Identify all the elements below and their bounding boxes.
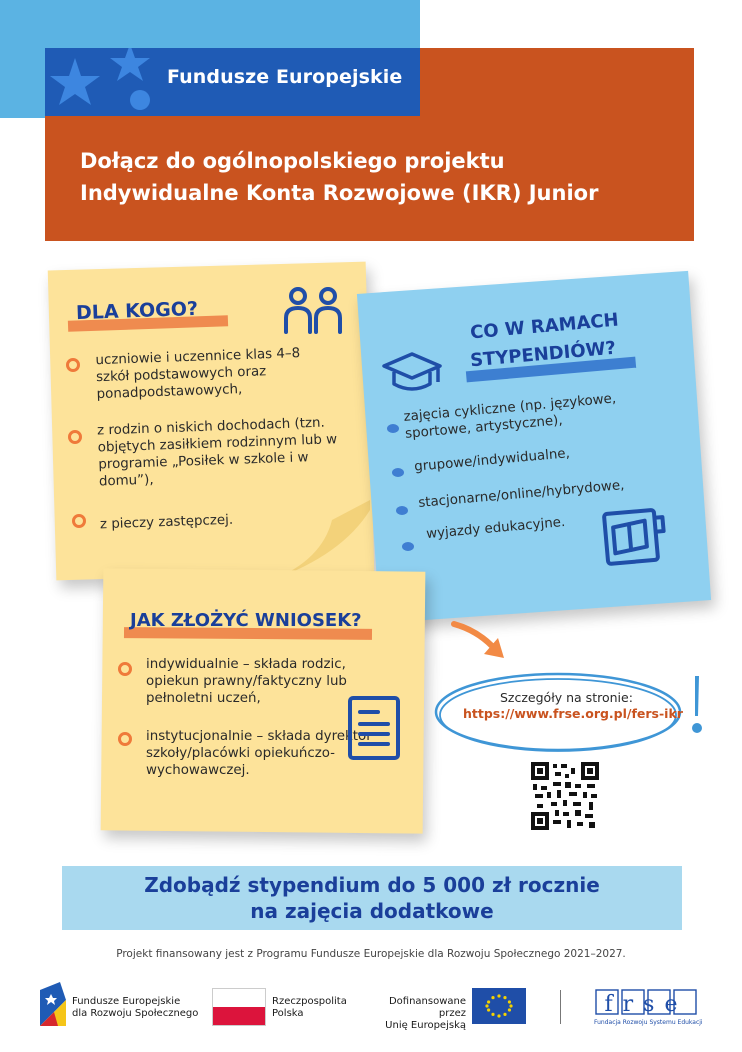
co-w-ramach-heading-1: CO W RAMACH <box>469 309 620 344</box>
book-icon <box>600 500 670 568</box>
page-title <box>80 145 660 209</box>
rp-logo-line-2: Polska <box>272 1008 304 1019</box>
graduation-cap-icon <box>380 350 444 396</box>
title-line-1: Dołącz do ogólnopolskiego projektu <box>80 149 505 173</box>
scholarship-banner-text <box>62 872 682 924</box>
eu-logo-line-1: Dofinansowane przez <box>388 996 466 1019</box>
co-w-ramach-item-2: grupowe/indywidualne, <box>413 446 571 475</box>
fe-logo-line-2: dla Rozwoju Społecznego <box>72 1008 199 1019</box>
bullet-icon <box>118 662 132 676</box>
qr-code-icon[interactable] <box>531 762 599 830</box>
bullet-icon <box>66 358 80 372</box>
bullet-icon <box>68 430 82 444</box>
bullet-icon <box>396 506 408 515</box>
co-w-ramach-item-3: stacjonarne/online/hybrydowe, <box>417 478 626 511</box>
details-link[interactable]: https://www.frse.org.pl/fers-ikr <box>463 706 683 721</box>
jak-zlozyc-item-1: indywidualnie – składa rodzic, opiekun prawny/faktyczny lub pełnoletni uczeń, <box>146 657 347 706</box>
bullet-icon <box>392 468 404 477</box>
rp-logo-line-1: Rzeczpospolita <box>272 996 347 1007</box>
rp-logo-text <box>272 996 347 1020</box>
brand-label: Fundusze Europejskie <box>167 66 403 88</box>
funding-note: Projekt finansowany jest z Programu Fundusze Europejskie dla Rozwoju Społecznego 2021–2027. <box>116 948 626 960</box>
jak-zlozyc-item-2: instytucjonalnie – składa dyrektor szkoły/placówki opiekuńczo-wychowawczej. <box>146 729 372 778</box>
banner-line-2: na zajęcia dodatkowe <box>250 899 494 923</box>
co-w-ramach-item-4: wyjazdy edukacyjne. <box>425 514 566 543</box>
jak-zlozyc-heading: JAK ZŁOŻYĆ WNIOSEK? <box>130 610 362 631</box>
co-w-ramach-item-1: zajęcia cykliczne (np. językowe, sportowe, artystyczne), <box>403 391 617 442</box>
dla-kogo-heading: DLA KOGO? <box>75 297 199 325</box>
banner-line-1: Zdobądź stypendium do 5 000 zł rocznie <box>144 873 600 897</box>
document-icon <box>346 694 404 764</box>
dla-kogo-item-3: z pieczy zastępczej. <box>99 512 234 533</box>
frse-logo <box>594 986 698 1018</box>
bullet-icon <box>387 424 399 433</box>
fe-logo-line-1: Fundusze Europejskie <box>72 996 181 1007</box>
frse-mark-text: frse <box>604 992 688 1017</box>
eu-logo-line-2: Unię Europejską <box>385 1020 466 1031</box>
eu-logo-text <box>360 996 466 1032</box>
fe-logo-icon <box>40 982 66 1026</box>
logo-divider <box>560 990 561 1024</box>
eu-flag-icon <box>472 988 526 1024</box>
polish-flag-icon <box>212 988 266 1026</box>
eu-star-pattern-icon <box>45 48 165 116</box>
exclamation-icon <box>686 672 706 742</box>
co-w-ramach-heading-2: STYPENDIÓW? <box>469 337 617 372</box>
people-icon <box>278 282 348 342</box>
frse-name: Fundacja Rozwoju Systemu Edukacji <box>594 1019 703 1026</box>
dla-kogo-item-2: z rodzin o niskich dochodach (tzn. objętych zasiłkiem rodzinnym lub w programie „Posiłek w szkole i w domu”), <box>96 415 338 490</box>
fe-logo-text <box>72 996 198 1020</box>
details-label: Szczegóły na stronie: <box>500 690 633 705</box>
arrow-icon <box>448 616 518 662</box>
title-line-2: Indywidualne Konta Rozwojowe (IKR) Junior <box>80 181 599 205</box>
bullet-icon <box>402 542 414 551</box>
bullet-icon <box>118 732 132 746</box>
bullet-icon <box>72 514 86 528</box>
dla-kogo-item-1: uczniowie i uczennice klas 4–8 szkół podstawowych oraz ponadpodstawowych, <box>95 346 301 403</box>
